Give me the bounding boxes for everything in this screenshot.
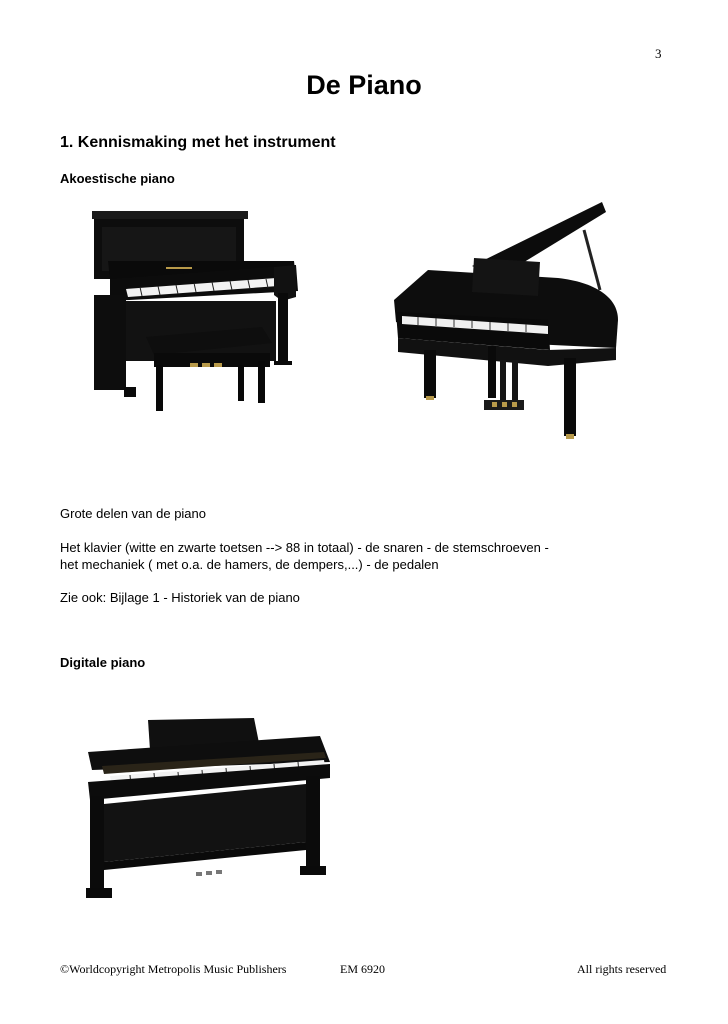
footer-copyright: ©Worldcopyright Metropolis Music Publishers [60, 962, 287, 976]
digital-piano-icon [84, 712, 334, 912]
footer-code: EM 6920 [340, 962, 385, 976]
see-also-text: Zie ook: Bijlage 1 - Historiek van de piano [60, 590, 300, 605]
parts-line-2: het mechaniek ( met o.a. de hamers, de dempers,...) - de pedalen [60, 557, 439, 572]
page-number: 3 [655, 46, 662, 61]
acoustic-piano-heading: Akoestische piano [60, 171, 175, 186]
parts-heading: Grote delen van de piano [60, 506, 206, 521]
page-title: De Piano [306, 70, 422, 100]
grand-piano-icon [388, 200, 623, 445]
upright-piano-icon [88, 205, 303, 415]
footer-rights: All rights reserved [577, 962, 667, 976]
section-heading: 1. Kennismaking met het instrument [60, 134, 336, 151]
digital-piano-heading: Digitale piano [60, 655, 146, 670]
parts-line-1: Het klavier (witte en zwarte toetsen --> 88 in totaal) - de snaren - de stemschroeven - [60, 540, 549, 555]
